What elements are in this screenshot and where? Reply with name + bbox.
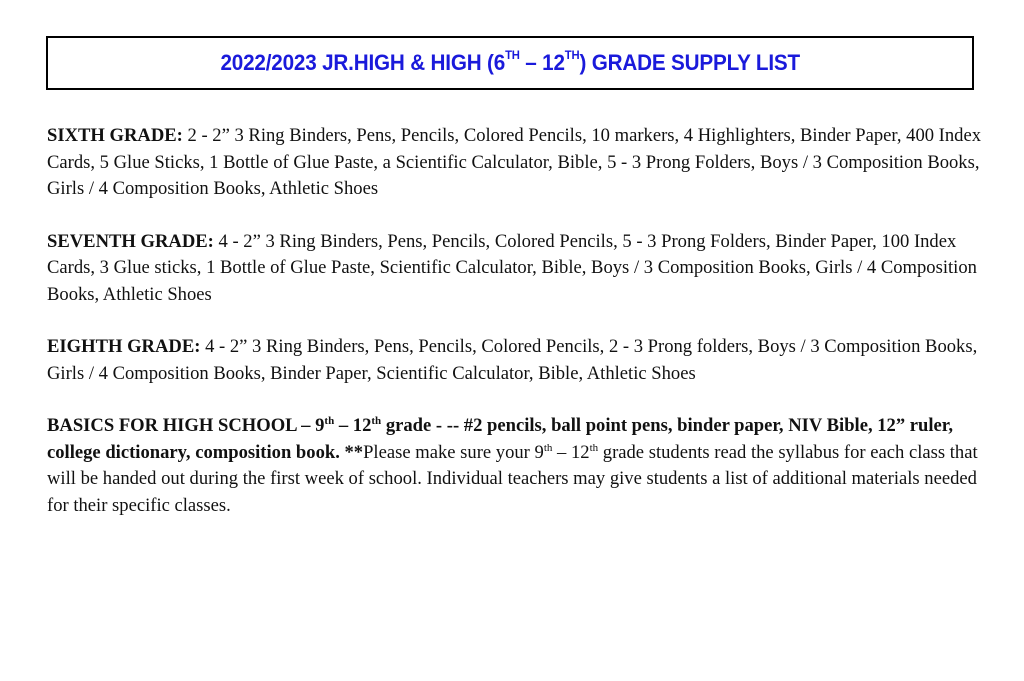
title-text-2: – 12	[519, 50, 565, 75]
high-school-bold-1: BASICS FOR HIGH SCHOOL – 9	[47, 415, 325, 436]
sixth-grade-text: 2 - 2” 3 Ring Binders, Pens, Pencils, Colored Pencils, 10 markers, 4 Highlighters, Binder Paper, 400 Index Cards, 5 Glue Sticks, 1 Bottle of Glue Paste, a Scientific Calculator, Bible, 5 - 3 Prong Folders, Boys / 3 Composition Books, Girls / 4 Composition Books, Athletic Shoes	[47, 125, 982, 199]
title-box	[46, 36, 974, 90]
high-school-text-3: grade students read the syllabus for each class that will be handed out during the first week of school. Individual teachers may give students a list of additional materials needed for their specific classes.	[47, 441, 978, 516]
eighth-grade-section	[47, 334, 982, 387]
title-text-3: ) GRADE SUPPLY LIST	[579, 50, 800, 75]
eighth-grade-text: 4 - 2” 3 Ring Binders, Pens, Pencils, Colored Pencils, 2 - 3 Prong folders, Boys / 3 Composition Books, Girls / 4 Composition Books, Binder Paper, Scientific Calculator, Bible, Athletic Shoes	[47, 336, 978, 384]
high-school-sup-2: th	[371, 414, 382, 427]
seventh-grade-section	[47, 229, 982, 309]
page-title	[220, 50, 799, 76]
high-school-bold-2: – 12	[334, 415, 372, 436]
seventh-grade-text: 4 - 2” 3 Ring Binders, Pens, Pencils, Colored Pencils, 5 - 3 Prong Folders, Binder Paper, 100 Index Cards, 3 Glue sticks, 1 Bottle of Glue Paste, Scientific Calculator, Bible, Boys / 3 Composition Books, Girls / 4 Composition Books, Athletic Shoes	[47, 230, 977, 305]
seventh-grade-heading: SEVENTH GRADE:	[47, 230, 214, 252]
sixth-grade-heading: SIXTH GRADE:	[47, 125, 183, 146]
sixth-grade-section	[47, 123, 982, 203]
supply-list	[47, 123, 982, 545]
title-sup-2: TH	[564, 48, 580, 62]
high-school-sup-3: th	[543, 441, 553, 454]
high-school-sup-1: th	[324, 414, 335, 427]
eighth-grade-heading: EIGHTH GRADE:	[47, 336, 201, 357]
high-school-section	[47, 413, 982, 519]
high-school-bold-3: grade - -- #2 pencils, ball point pens, binder paper, NIV Bible, 12” ruler, college dictionary, composition book. **	[47, 415, 954, 463]
high-school-text-2: – 12	[552, 441, 590, 463]
high-school-sup-4: th	[589, 441, 599, 454]
high-school-text-1: Please make sure your 9	[363, 441, 544, 463]
title-sup-1: TH	[504, 48, 520, 62]
title-text-1: 2022/2023 JR.HIGH & HIGH (6	[220, 50, 505, 75]
